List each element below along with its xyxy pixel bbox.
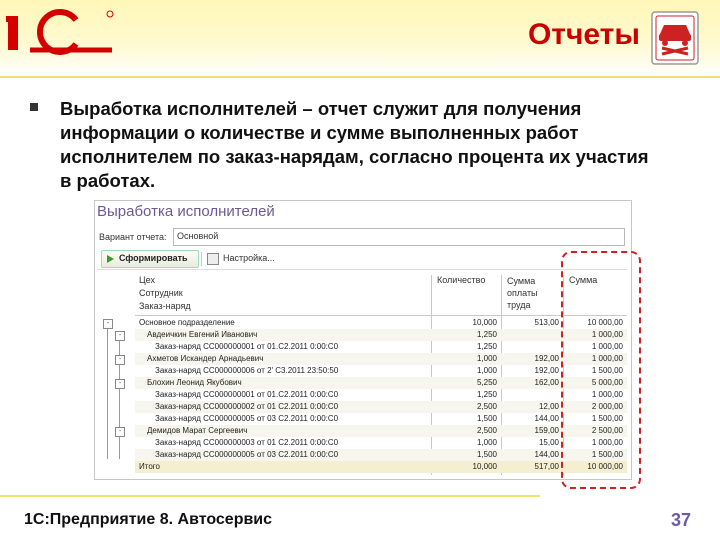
- report-toolbar: [97, 249, 627, 270]
- table-row[interactable]: [135, 377, 627, 389]
- row-sum: 1 500,00: [591, 414, 623, 423]
- row-quantity: 1,000: [476, 354, 497, 363]
- row-sum-pay: 192,00: [534, 354, 559, 363]
- row-sum: 1 000,00: [591, 390, 623, 399]
- row-sum: 1 500,00: [591, 450, 623, 459]
- report-table: [135, 275, 627, 475]
- header-quantity: Количество: [437, 275, 486, 285]
- row-sum: 2 000,00: [591, 402, 623, 411]
- row-quantity: 1,250: [476, 390, 497, 399]
- header-sum-pay: Сумма оплаты труда: [507, 276, 538, 310]
- row-quantity: 1,500: [476, 450, 497, 459]
- row-quantity: 1,250: [476, 342, 497, 351]
- row-name: Демидов Марат Сергеевич: [147, 426, 248, 435]
- table-row[interactable]: [135, 365, 627, 377]
- total-sum-pay: 517,00: [534, 462, 559, 471]
- row-sum-pay: 192,00: [534, 366, 559, 375]
- tree-line: [119, 333, 120, 459]
- row-quantity: 5,250: [476, 378, 497, 387]
- play-icon: [107, 255, 114, 263]
- row-sum-pay: 12,00: [538, 402, 559, 411]
- settings-button[interactable]: Настройка...: [223, 253, 275, 263]
- header-group-1: Цех: [139, 275, 155, 285]
- table-row[interactable]: [135, 353, 627, 365]
- header-sum: Сумма: [569, 275, 598, 285]
- row-sum: 1 000,00: [591, 330, 623, 339]
- settings-icon[interactable]: [207, 253, 219, 265]
- row-name: Заказ-наряд СС000000001 от 01.С2.2011 0:00:С0: [155, 342, 339, 351]
- row-name: Заказ-наряд СС000000005 от 03 С2.2011 0:00:С0: [155, 450, 339, 459]
- collapse-toggle[interactable]: -: [103, 319, 113, 329]
- row-quantity: 2,500: [476, 426, 497, 435]
- row-quantity: 1,500: [476, 414, 497, 423]
- collapse-toggle[interactable]: -: [115, 331, 125, 341]
- row-name: Заказ-наряд СС000000005 от 03 С2.2011 0:00:С0: [155, 414, 339, 423]
- row-name: Заказ-наряд СС000000002 от 01 С2.2011 0:00:С0: [155, 402, 339, 411]
- row-quantity: 1,250: [476, 330, 497, 339]
- collapse-toggle[interactable]: -: [115, 427, 125, 437]
- tree-line: [107, 319, 108, 459]
- 1c-logo: [6, 6, 116, 58]
- row-sum-pay: 513,00: [534, 318, 559, 327]
- total-quantity: 10,000: [472, 462, 497, 471]
- header-divider: [135, 315, 627, 316]
- row-sum-pay: 159,00: [534, 426, 559, 435]
- row-sum-pay: 15,00: [538, 438, 559, 447]
- collapse-toggle[interactable]: -: [115, 379, 125, 389]
- table-row[interactable]: [135, 389, 627, 401]
- row-sum: 1 500,00: [591, 366, 623, 375]
- row-sum: 5 000,00: [591, 378, 623, 387]
- row-sum-pay: 144,00: [534, 414, 559, 423]
- table-row[interactable]: [135, 329, 627, 341]
- bullet-icon: [30, 103, 38, 111]
- row-sum: 1 000,00: [591, 354, 623, 363]
- table-row[interactable]: [135, 425, 627, 437]
- grouping-tree: [101, 319, 135, 469]
- row-sum-pay: 162,00: [534, 378, 559, 387]
- row-quantity: 2,500: [476, 402, 497, 411]
- toolbar-separator: [201, 252, 202, 266]
- table-row[interactable]: [135, 401, 627, 413]
- generate-button-label: Сформировать: [119, 253, 188, 263]
- description-text: Выработка исполнителей – отчет служит для получения информации о количестве и сумме выполненных работ исполнителем по заказ-нарядам, согласно процента их участия в работах.: [60, 98, 649, 191]
- row-name: Ахметов Искандер Арнадьевич: [147, 354, 264, 363]
- row-name: Заказ-наряд СС000000003 от 01 С2.2011 0:00:С0: [155, 438, 339, 447]
- collapse-toggle[interactable]: -: [115, 355, 125, 365]
- variant-value: Основной: [177, 231, 219, 241]
- total-label: Итого: [139, 462, 160, 471]
- table-row[interactable]: [135, 437, 627, 449]
- row-sum: 1 000,00: [591, 438, 623, 447]
- variant-field[interactable]: [173, 228, 625, 246]
- total-row: [135, 461, 627, 473]
- page-title: Отчеты: [527, 18, 640, 51]
- table-row[interactable]: [135, 449, 627, 461]
- report-window: [94, 200, 632, 480]
- footer-text: 1С:Предприятие 8. Автосервис: [24, 511, 273, 528]
- car-service-icon: [650, 10, 700, 66]
- row-quantity: 1,000: [476, 366, 497, 375]
- header-divider: [0, 76, 720, 78]
- variant-label: Вариант отчета:: [99, 232, 167, 242]
- generate-button[interactable]: [101, 250, 199, 268]
- header-group-2: Сотрудник: [139, 288, 183, 298]
- header-group-3: Заказ-наряд: [139, 301, 191, 311]
- highlight-frame: [561, 251, 641, 489]
- page-number: 37: [671, 510, 692, 530]
- row-name: Заказ-наряд СС000000006 от 2' С3.2011 23:50:50: [155, 366, 339, 375]
- row-name: Авдеичкин Евгений Иванович: [147, 330, 258, 339]
- row-sum-pay: 144,00: [534, 450, 559, 459]
- row-name: Заказ-наряд СС000000001 от 01.С2.2011 0:00:С0: [155, 390, 339, 399]
- row-quantity: 1,000: [476, 438, 497, 447]
- table-row[interactable]: [135, 317, 627, 329]
- row-quantity: 10,000: [472, 318, 497, 327]
- total-sum: 10 000,00: [587, 462, 623, 471]
- row-sum: 2 500,00: [591, 426, 623, 435]
- row-sum: 10 000,00: [587, 318, 623, 327]
- table-row[interactable]: [135, 341, 627, 353]
- row-name: Основное подразделение: [139, 318, 235, 327]
- report-title: Выработка исполнителей: [97, 203, 275, 220]
- footer-divider: [0, 495, 540, 497]
- table-row[interactable]: [135, 413, 627, 425]
- row-name: Блохин Леонид Якубович: [147, 378, 242, 387]
- row-sum: 1 000,00: [591, 342, 623, 351]
